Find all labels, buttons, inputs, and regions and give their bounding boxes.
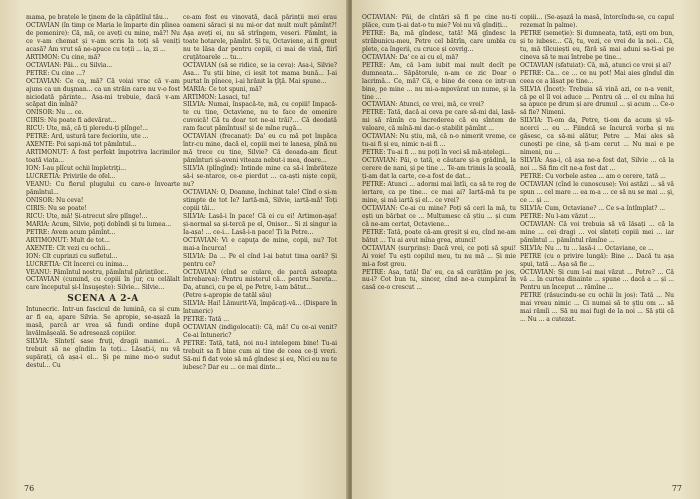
dialogue-paragraph: SILVIA: Hai! Lămurit-Vă, împăcaţi-vă... (Dispare în întuneric) [183, 300, 337, 316]
dialogue-paragraph: OCTAVIAN: Nu știu, mă, că n-o nimerit vreme, ce tu-ai fi și eu, nimic n-ai fi ... [362, 133, 516, 149]
right-page-column-2 [520, 14, 674, 324]
dialogue-paragraph: OCTAVIAN: Da' ce ai cu el, mă? [362, 53, 459, 61]
dialogue-paragraph: mama, pe brațele le ţinem de la căpătîiul tău... [26, 14, 169, 21]
dialogue-paragraph: OCTAVIAN (surprins): Dacă vrei, ce poți să spui! Ai voie! Tu ești copilul meu, tu nu mă ... Și mie mi-a fost greu. [362, 244, 516, 268]
dialogue-paragraph: AXENTE: Poi sapi-mă tot pămîntul... [26, 141, 137, 149]
dialogue-paragraph: PETRE: Nu l-am văzut ... [520, 212, 596, 220]
dialogue-paragraph: SILVIA (Încet): Trebuia să vină azi, ce n-a venit, că pe el îl voi aduce ... Pentru că ... el cu mîna lui sa apuce pe drum și are drumul ... și acum ... Ce-o să fie? Nimeni. [520, 85, 674, 117]
left-page [0, 0, 348, 499]
left-page-column-2 [183, 14, 337, 372]
dialogue-paragraph: SILVIA: Lasă-i în pace! Că ei cu ei! Artimon-aşa! și-normal sa și-tercă pe el, Onisor... Si zi singur ia Ia-așa! ... ce-i... Lasă-i-n pace! Ți la Petre... [183, 212, 337, 236]
dialogue-paragraph: OCTAVIAN (cînd le cunoscuse): Voi astăzi ... să vă spun ... cel mare ... ea m-a ... ce să nu se mai ... și, ce ... și ... [520, 181, 674, 204]
dialogue-paragraph: VEANU: Cu fierul plugului cu care-o învoarte pămîntul... [26, 181, 180, 196]
right-page [352, 0, 700, 499]
right-page-column-1 [362, 14, 516, 292]
dialogue-paragraph: OCTAVIAN: Ce ca, mă? Că voiai vrac că v-am ajuns ca un duşman... ca un străin care nu v-o fost niciodată părinte... Asa-mi trebuie, dacă v-am scăpat din mînă? [26, 77, 180, 109]
page-number-right: 77 [671, 484, 682, 493]
dialogue-paragraph: OCTAVIAN: Și cum l-ai mai văzut ... Petre? ... Că vă ... în curtea dinainte ... spune ... dacă a ... și ... Pentru un început ... rămîne ... [520, 268, 674, 292]
dialogue-paragraph: PETRE (semeție): Și dumneata, tată, ești om bun, și te iubesc... Că, tu, vezi, ce vrei de la noi... Că, tu, mă tîlcuiești eu, fără să mai aduni sa-ti-ai pe cineva să te mai întrebe pe tine... [520, 29, 674, 61]
dialogue-paragraph: OCTAVIAN: Ce-ai cu mine? Poți să ceri la mă, tu ești un bărbat ce ... Mulțumesc că știu ... și cum că ne-am certat, Octaviene... [362, 204, 516, 228]
dialogue-paragraph: OCTAVIAN: Vi e capuţa de mine, copii, nu? Tot mai-a încurca! [183, 236, 337, 252]
dialogue-paragraph: OCTAVIAN (să se ridice, se ia ceva): Asa-i, Silvie? Asa... Tu știi bine, ci ieșit tot mama bună... I-ai purtat în pînece, i-ai hrănit la ţîţă. Mai spune... [183, 61, 337, 85]
dialogue-paragraph: OCTAVIAN: Atunci, ce vrei, mă, ce vrei? [362, 101, 484, 109]
dialogue-paragraph: SILVIA: Sîntețí sase fruţi, dragii mamei... A trebuit să ne gîndim la toți... Lăsați-i, nu vă supărați, că așa-i el... Și pe mine mo-o sudut destul... Cu [26, 338, 180, 369]
dialogue-paragraph: CIRIS: Nu poate fi adevărat... [26, 117, 117, 125]
dialogue-paragraph: ce-am fost eu vinovată, dacă părinții mei erau oameni săraci și nu mi-or dat mult mult pămînt?! Așa aveți ei, nu să strîngem, veseri. Pămînt, ia toate hotarele, pămînt. Și tu, Octaviene, ai fi greut nu te lăsa dar pentru copiii, ci mai de vină, fiirî cruţătoarele ... tu... [183, 14, 337, 61]
dialogue-paragraph: PETRE: Cu cine ...? [26, 69, 86, 77]
dialogue-paragraph: OCTAVIAN (frecanat): Da' eu cu mă pot împăca într-cu mine, dacă el, copiii mei te lanesa, pînă nu mă trece cu tine, Silvie? Că deoada-am fîcut pămînturi și-aveni viteaza nebut-i mea, doare... [183, 133, 337, 165]
dialogue-paragraph: SILVIA (plîngînd): Intinde mine ca să-i îmbrăteze să-i se-ntarce, ce-e pierdut ... ca-aști niște copii, nu? [183, 165, 337, 189]
dialogue-paragraph: PETRE: Ca... ce ... ce nu pot! Mai aies gîndul din ceea ce a lăsat pe tine... [520, 69, 674, 85]
dialogue-paragraph: PETRE: Ard, ustură tare fecioriiu, ute ... [26, 133, 149, 141]
dialogue-paragraph: PETRE: Tu-ai fi ... nu poți în veci să mă-nțelegi... [362, 149, 510, 157]
dialogue-paragraph: PETRE: Am, că l-am iubit mai mult decît pe dumneata... Săpătorule, n-am ce zic Doar o lacrimă... Ce, mă? Că, e bine de ceea ce intr-un bine, pe mine ... nu mi-a-mpovârat un nume, și la tine ... [362, 61, 516, 101]
dialogue-paragraph: copiii... (Se-așază la masă, întorcîndu-se, cu capul rezemat în palme). [520, 14, 674, 29]
dialogue-paragraph: PETRE: Tată ... [183, 316, 229, 324]
dialogue-paragraph: SILVIA: Nu ... tu ... lasă-i ... Octaviane, ce ... [520, 244, 654, 252]
dialogue-paragraph: ION: I-au plîcut ochii împletriţi... [26, 165, 126, 173]
dialogue-paragraph: CIRIS: Nu se poate! [26, 204, 87, 212]
dialogue-paragraph: OCTAVIAN: Că voi trebuia să vă lăsați ... că la mine ... cei dragi ... voi sînteți copiii mei ... iar pămîntul ... pămîntul rămîne ... [520, 220, 674, 244]
dialogue-paragraph: LUCRETIA: Privirile de ofel... [26, 173, 116, 181]
dialogue-paragraph: OCTAVIAN: Păi... cu Silvia... [26, 61, 113, 69]
dialogue-paragraph: ARTIMONUT: A fost perfekt împotriva lacrimilor toată viața... [26, 149, 180, 165]
dialogue-paragraph: PETRE: Cu vorbele astea ... am o cerere, tată ... [520, 173, 666, 181]
dialogue-paragraph: OCTAVIAN (cînd se culare, de parcă asteapta întrebarea): Pentru misterul că... pentru Sareta... Da, atunci, cu pe el, pe Petre, l-am bătut... [183, 268, 337, 292]
dialogue-paragraph: OCTAVIAN: O, Doamne, închinat tale! Cînd o si-m stimpte de tot Ie? Iartă-mă, Silvie, iartă-mă! Toți copiii tăi... [183, 188, 337, 212]
left-page-column-1 [26, 14, 180, 370]
dialogue-paragraph: PETRE (cu o privire lungă): Bine ... Dacă tu așa spui, tată ... Așa să fie ... [520, 252, 674, 268]
dialogue-paragraph: LUCRETIA: Cît încerci cu inima... [26, 260, 129, 268]
dialogue-paragraph: ONISOR: Nu ... ce. [26, 109, 84, 117]
dialogue-paragraph: PETRE: Tată, tată, noi nu-l intelegem bine! Tu-ai trebuit sa fi bine cum ai tine de ceea ce-ţi vreri. Să-mi fi dat voie să mă gîndesc și eu, Nici eu nu te iubesc? Dar eu ... ce mai dinte... [183, 340, 337, 371]
dialogue-paragraph: OCTAVIAN: Păi, de cîntări să fi pe cine nu-ti plăce, cum ți-ai dat-o tu mie? Voi nu vă gîndiți... [362, 14, 516, 29]
dialogue-paragraph: PETRE (răsucindu-se cu ochii în jos): Tată ... Nu mai vreau nimic ... Ci numai să te ştiu om ... să mai rămîi ... Să nu mai fugi de la noi ... Să știi că ... Nu ... a cutezat. [520, 292, 674, 324]
dialogue-paragraph: SILVIA: Numai, înspacă-te, mă, cu copiii! Impacă-te cu tine, Octaviene, nu te face de omenire cuvoică! Că tu doar tot ne-ai trăi?... Că deodată ram facut pămîntusi! și de mîne rugă... [183, 101, 337, 133]
dialogue-paragraph: PETRE: Ba, mă gîndesc, tată! Mă gîndesc la străbunicu-meu, Petre cel bătrîn, care umbla cu plete, ca îngerii, cu cruce și covrig... [362, 29, 516, 53]
dialogue-paragraph: VEANU: Pămîntul nostru, pămîntul părinților... [26, 268, 169, 276]
dialogue-paragraph: OCTAVIAN (cumind, cu copiii în jur, cu celălalt care începutul și-l însuşește): Silvie... Silvie... [26, 276, 180, 292]
dialogue-paragraph: PETRE: Avem acum pămînt... [26, 228, 116, 236]
dialogue-paragraph: MARIA: Acum, Silvie, poţi dobîndi și tu lumea... [26, 220, 172, 228]
dialogue-paragraph: PETRE: Atunci ... adormi mai întîi, ca să te rog de iertare, ca pe tine... ce mai ai? Iartă-mă tu pe mine, și mă iartă și el... ce vrei? [362, 181, 516, 204]
dialogue-paragraph: ONISOR: Nu ceva! [26, 196, 84, 204]
dialogue-paragraph: OCTAVIAN (în timp ce Maria le împarte din pîinea de pomenire): Că, mă, ce aveți cu mine, mă?! Nu ce v-am chemat și v-am scris la toți să veniți acasă? Am vrut să ne-apuce cu toții ... ia, zi ... [26, 21, 180, 53]
dialogue-paragraph: SILVIA: Ti-om da, Petre, ti-om da acum și vă-ncerci ... eu ... Fiindcă se încurcă vorba și nu găsesc, ca să-mi alătur, Petre ... Mai ales să cunoști pe cine, să ți-am cerut ... Nu mai e pe nimeni, nu ... [520, 117, 674, 157]
dialogue-paragraph: ARTIMON: Lasaci, tu! [183, 93, 251, 101]
page-number-left: 76 [24, 484, 35, 493]
dialogue-paragraph: PETRE: Tată, poate că-am greșit și eu, cînd ne-am bătut ... Tu ai avut mîna grea, atunci! [362, 228, 516, 244]
scene-heading: SCENA A 2-A [67, 294, 139, 305]
dialogue-paragraph: ION: Cît cuprinzi cu sufletul... [26, 252, 118, 260]
dialogue-paragraph: RICU: Ute, mă! Și-ntrecut sîre plînge!... [26, 212, 148, 220]
dialogue-paragraph: OCTAVIAN (sfatuiat): Că, mă, atunci ce vrei și ai? [520, 61, 672, 69]
dialogue-paragraph: OCTAVIAN (indigolocati): Că, mă! Cu ce-ai venit? Ce-ai întuneric? [183, 324, 337, 340]
dialogue-paragraph: ARTIMONUT: Mult de tot... [26, 236, 110, 244]
dialogue-paragraph: SILVIA: Da ... Pe el cînd l-ai batut tima oară? Și pentru ce? [183, 252, 337, 268]
dialogue-paragraph: (Petre s-apropie de tatăl său) [183, 292, 272, 300]
dialogue-paragraph: MARIA: Ce tot spuni, mă? [183, 85, 262, 93]
dialogue-paragraph: Intunecric. Intr-un fascicul de lumină, ca și cum ar fi ea, apare Silvia. Se apropie, se-așază la masă, parcă ar vrea să fundi ordine după învălmășeală. Se adresează copiilor. [26, 306, 180, 338]
dialogue-paragraph: RICU: Ute, mă, că ți pleredu-ți plînge!... [26, 125, 149, 133]
dialogue-paragraph: SILVIA: Așa-i, că așa ne-a fost dat, Silvie ... că la noi ... Să fim cît ne-a fost dat ... [520, 157, 674, 173]
dialogue-paragraph: AXENTE: Cît vezi cu ochii... [26, 244, 111, 252]
dialogue-paragraph: PETRE: Tată, dacă ai ceva pe care să-mi dai, lasă-mi să rămîn cu încrederea că eu sîntem de valoare, că mînă-mi dac-o stabilit pămînt ... [362, 109, 516, 133]
dialogue-paragraph: OCTAVIAN: Păi, o tată, e căutare și-n grădină, la cerere de nani, și pe tine ... Te-am trimis la școală, ți-am dat la carte, ce-a fost de dat... [362, 157, 516, 181]
dialogue-paragraph: ARTIMON: Cu cine, mă? [26, 53, 101, 61]
dialogue-paragraph: PETRE: Așa, tată! Da' eu, ca să curățăm pe jos, nu-i? Cot bun tu, sincer, cînd ne-a cumpărat în casă ce-o crescut ... [362, 268, 516, 292]
dialogue-paragraph: SILVIA: Cum, Octaviane? ... Ce s-a întîmplat? ... [520, 204, 666, 212]
